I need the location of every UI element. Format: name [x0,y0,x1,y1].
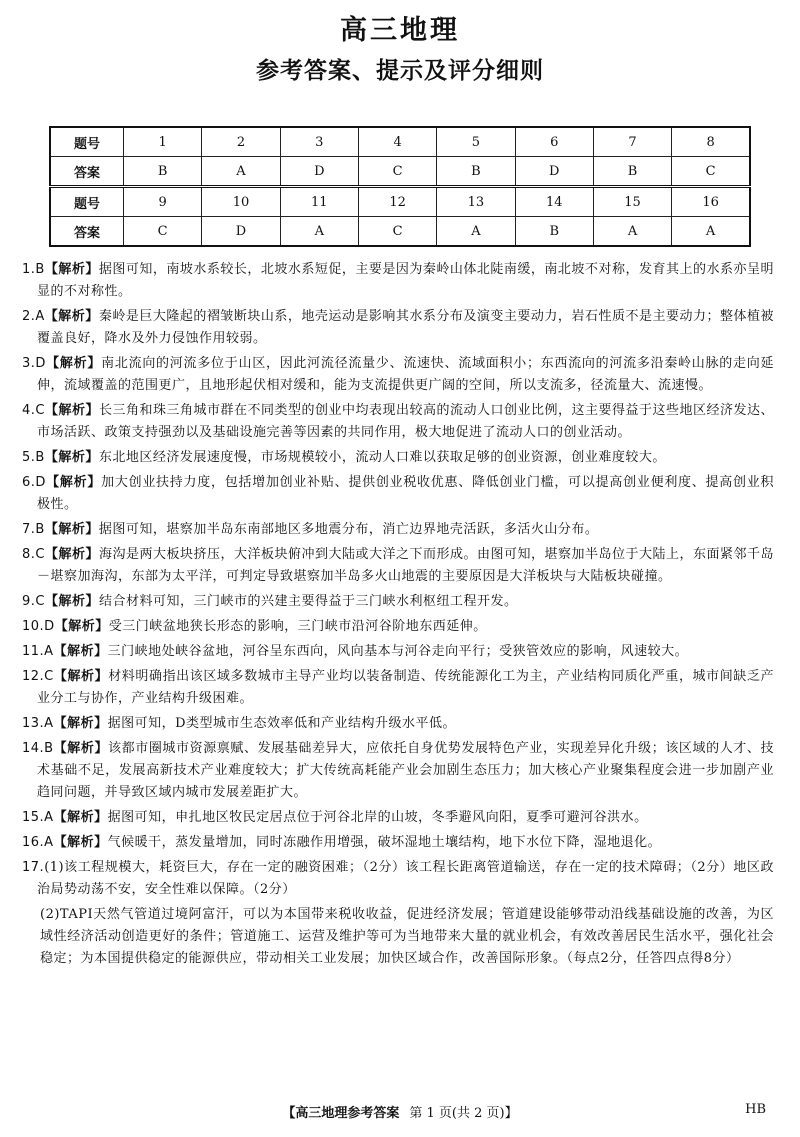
item-number: 5.B [22,450,45,465]
table-row-numbers-1 [50,127,750,157]
row-label-answer: 答案 [50,217,124,247]
analysis-tag: 【解析】 [53,669,109,684]
question-number: 6 [515,127,593,157]
item-number: 14.B [22,741,54,756]
question-number: 9 [124,187,202,217]
answer-table [49,126,751,247]
item-number: 12.C [22,669,54,684]
table-row-numbers-2 [50,187,750,217]
analysis-tag: 【解析】 [44,594,99,609]
answer-cell: C [358,217,436,247]
item-text: 海沟是两大板块挤压，大洋板块俯冲到大陆或大洋之下而形成。由图可知，堪察加半岛位于大陆上，东面紧邻千岛－堪察加海沟，东部为太平洋，可判定导致堪察加半岛多火山地震的主要原因是大洋板块与大陆板块碰撞。 [37,547,775,584]
item-number: 10.D [22,619,55,634]
explanation-item [22,447,774,469]
answer-cell: D [280,157,358,187]
item-text: 气候暖干，蒸发量增加，同时冻融作用增强，破坏湿地土壤结构，地下水位下降，湿地退化。 [107,835,662,850]
answer-cell: B [593,157,671,187]
question-number: 12 [358,187,436,217]
analysis-tag: 【解析】 [44,262,99,277]
explanation-item [22,713,774,735]
answer-cell: D [515,157,593,187]
item-text: 据图可知，南坡水系较长，北坡水系短促，主要是因为秦岭山体北陡南缓，南北坡不对称，发育其上的水系亦呈明显的不对称性。 [37,262,774,299]
explanation-item [22,616,774,638]
answer-cell: B [124,157,202,187]
explanation-item [22,353,774,397]
item-number: 9.C [22,594,45,609]
item-text: 材料明确指出该区域多数城市主导产业均以装备制造、传统能源化工为主，产业结构同质化严重，城市间缺乏产业分工与协作，产业结构升级困难。 [37,669,774,706]
item-text: 受三门峡盆地狭长形态的影响，三门峡市沿河谷阶地东西延伸。 [108,619,487,634]
item-number: 11.A [22,644,54,659]
analysis-tag: 【解析】 [44,522,99,537]
item-number: 3.D [22,356,46,371]
explanation-item [22,400,774,444]
item-number: 6.D [22,475,46,490]
question-number: 14 [515,187,593,217]
item-number: 4.C [22,403,45,418]
item-text: 据图可知，堪察加半岛东南部地区多地震分布，消亡边界地壳活跃，多活火山分布。 [98,522,599,537]
explanation-item [22,591,774,613]
edition-code: HB [745,1102,766,1117]
item-text: 东北地区经济发展速度慢，市场规模较小，流动人口难以获取足够的创业资源，创业难度较大。 [98,450,666,465]
answer-cell: C [358,157,436,187]
footer-label: 【高三地理参考答案 [282,1106,400,1121]
explanation-item-17-part2: (2)TAPI天然气管道过境阿富汗，可以为本国带来税收收益，促进经济发展；管道建设能够带动沿线基础设施的改善，为区域性经济活动创造更好的条件；管道施工、运营及维护等可为当地带来大量的就业机会，有效改善居民生活水平，强化社会稳定；为本国提供稳定的能源供应，带动相关工业发展；加快区域合作，改善国际形象。（每点2分，任答四点得8分） [40,907,774,966]
answer-cell: A [437,217,515,247]
explanation-item [22,306,774,350]
answer-cell: D [202,217,280,247]
item-text: 加大创业扶持力度，包括增加创业补贴、提供创业税收优惠、降低创业门槛，可以提高创业便利度、提高创业积极性。 [37,475,774,512]
question-number: 10 [202,187,280,217]
row-label-number: 题号 [50,187,124,217]
question-number: 3 [280,127,358,157]
explanation-item [22,472,774,516]
item-text: 结合材料可知，三门峡市的兴建主要得益于三门峡水利枢纽工程开发。 [99,594,518,609]
question-number: 5 [437,127,515,157]
analysis-tag: 【解析】 [53,741,109,756]
question-number: 7 [593,127,671,157]
answer-cell: C [672,157,750,187]
item-number: 1.B [22,262,45,277]
item-text: 秦岭是巨大隆起的褶皱断块山系，地壳运动是影响其水系分布及演变主要动力，岩石性质不是主要动力；整体植被覆盖良好，降水及外力侵蚀作用较弱。 [37,309,774,346]
explanation-item [22,259,774,303]
explanation-item [22,519,774,541]
item-text: 长三角和珠三角城市群在不同类型的创业中均表现出较高的流动人口创业比例，这主要得益于这些地区经济发达、市场活跃、政策支持强劲以及基础设施完善等因素的共同作用，极大地促进了流动人口的创业活动。 [37,403,775,440]
item-number: 15.A [22,810,54,825]
page-subtitle: 参考答案、提示及评分细则 [256,58,544,84]
analysis-tag: 【解析】 [45,356,102,371]
explanation-item [22,832,774,854]
analysis-tag: 【解析】 [54,619,109,634]
analysis-tag: 【解析】 [53,835,108,850]
analysis-tag: 【解析】 [44,547,99,562]
answer-cell: A [593,217,671,247]
item-text: 南北流向的河流多位于山区，因此河流径流量少、流速快、流域面积小；东西流向的河流多沿秦岭山脉的走向延伸，流域覆盖的范围更广，且地形起伏相对缓和，能为支流提供更广阔的空间，所以支流多，径流量大、流速慢。 [37,356,774,393]
item-number: 2.A [22,309,45,324]
explanation-item [22,738,774,804]
explanation-item [22,666,774,710]
analysis-tag: 【解析】 [53,644,108,659]
row-label-number: 题号 [50,127,124,157]
item-text: 据图可知，D类型城市生态效率低和产业结构升级水平低。 [107,716,457,731]
question-number: 8 [672,127,750,157]
item-number: 17. [22,860,45,875]
row-label-answer: 答案 [50,157,124,187]
item-text: (1)该工程规模大，耗资巨大，存在一定的融资困难；（2分）该工程长距离管道输送，存在一定的技术障碍；（2分）地区政治局势动荡不安，安全性难以保障。（2分） [37,860,774,897]
answer-cell: A [280,217,358,247]
analysis-tag: 【解析】 [44,309,99,324]
answer-cell: B [515,217,593,247]
analysis-tag: 【解析】 [44,403,99,418]
explanation-item [22,641,774,663]
analysis-tag: 【解析】 [53,810,108,825]
explanation-item [22,544,774,588]
question-number: 11 [280,187,358,217]
page-number: 第 1 页(共 2 页)】 [409,1106,518,1121]
item-number: 7.B [22,522,45,537]
item-text: 据图可知，申扎地区牧民定居点位于河谷北岸的山坡，冬季避风向阳，夏季可避河谷洪水。 [107,810,648,825]
explanation-item-17 [22,857,774,901]
item-number: 13.A [22,716,54,731]
page-title: 高三地理 [340,15,460,46]
item-text: 三门峡地处峡谷盆地，河谷呈东西向，风向基本与河谷走向平行；受狭管效应的影响，风速较大。 [107,644,689,659]
item-number: 16.A [22,835,54,850]
page-footer [0,1102,800,1121]
item-number: 8.C [22,547,45,562]
answer-explanations [22,259,774,973]
answer-cell: A [672,217,750,247]
question-number: 1 [124,127,202,157]
explanation-item [22,807,774,829]
table-row-answers-2 [50,217,750,247]
analysis-tag: 【解析】 [44,450,99,465]
question-number: 15 [593,187,671,217]
question-number: 16 [672,187,750,217]
item-text: 该都市圈城市资源禀赋、发展基础差异大，应依托自身优势发展特色产业，实现差异化升级；该区域的人才、技术基础不足，发展高新技术产业难度较大；扩大传统高耗能产业会加剧生态压力；加大核心产业聚集程度会进一步加剧产业趋同问题，并导致区域内城市发展差距扩大。 [37,741,774,800]
answer-cell: A [202,157,280,187]
analysis-tag: 【解析】 [53,716,108,731]
question-number: 2 [202,127,280,157]
question-number: 4 [358,127,436,157]
table-row-answers-1 [50,157,750,187]
analysis-tag: 【解析】 [45,475,102,490]
question-number: 13 [437,187,515,217]
answer-cell: B [437,157,515,187]
answer-cell: C [124,217,202,247]
